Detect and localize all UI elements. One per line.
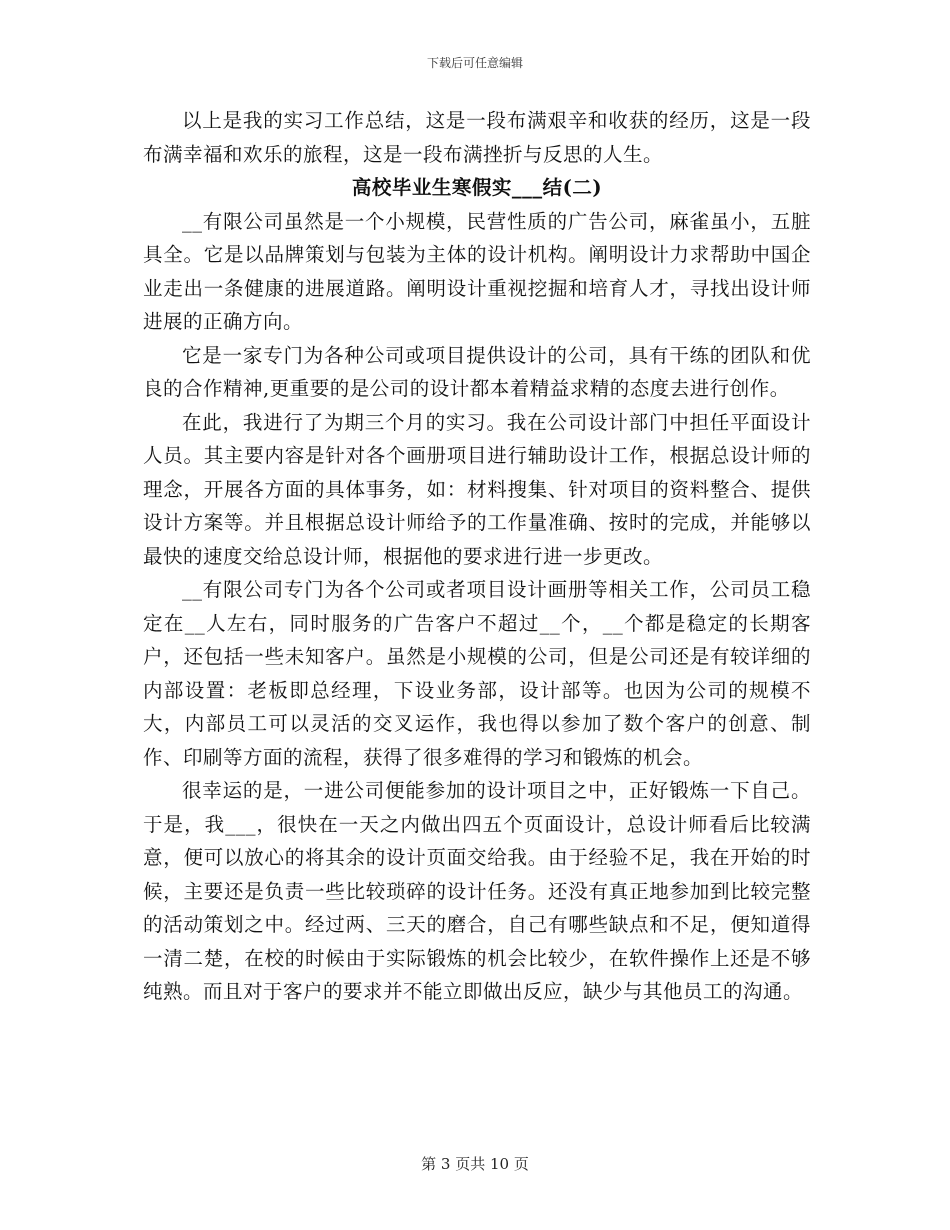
body-paragraph-2: 它是一家专门为各种公司或项目提供设计的公司，具有干练的团队和优良的合作精神,更重要的是公司的设计都本着精益求精的态度去进行创作。	[143, 343, 811, 400]
header-note: 下载后可任意编辑	[426, 56, 523, 70]
page-number: 第 3 页共 10 页	[421, 1155, 529, 1173]
body-paragraph-5: 很幸运的是，一进公司便能参加的设计项目之中，正好锻炼一下自己。于是，我___，很快在一天之内做出四五个页面设计，总设计师看后比较满意，便可以放心的将其余的设计页面交给我。由于经验不足，我在开始的时候，主要还是负责一些比较琐碎的设计任务。还没有真正地参加到比较完整的活动策划之中。经过两、三天的磨合，自己有哪些缺点和不足，便知道得一清二楚，在校的时候由于实际锻炼的机会比较少，在软件操作上还是不够纯熟。而且对于客户的要求并不能立即做出反应，缺少与其他员工的沟通。	[143, 779, 811, 1003]
section-title: 高校毕业生寒假实___结(二)	[351, 176, 603, 199]
intro-paragraph: 以上是我的实习工作总结，这是一段布满艰辛和收获的经历，这是一段布满幸福和欢乐的旅程，这是一段布满挫折与反思的人生。	[143, 109, 811, 166]
body-paragraph-4: __有限公司专门为各个公司或者项目设计画册等相关工作，公司员工稳定在__人左右，同时服务的广告客户不超过__个，__个都是稳定的长期客户，还包括一些未知客户。虽然是小规模的公司，但是公司还是有较详细的内部设置：老板即总经理，下设业务部，设计部等。也因为公司的规模不大，内部员工可以灵活的交叉运作，我也得以参加了数个客户的创意、制作、印刷等方面的流程，获得了很多难得的学习和锻炼的机会。	[143, 578, 811, 769]
body-paragraph-3: 在此，我进行了为期三个月的实习。我在公司设计部门中担任平面设计人员。其主要内容是针对各个画册项目进行辅助设计工作，根据总设计师的理念，开展各方面的具体事务，如：材料搜集、针对项目的资料整合、提供设计方案等。并且根据总设计师给予的工作量准确、按时的完成，并能够以最快的速度交给总设计师，根据他的要求进行进一步更改。	[143, 410, 811, 568]
body-paragraph-1: __有限公司虽然是一个小规模，民营性质的广告公司，麻雀虽小，五脏具全。它是以品牌策划与包装为主体的设计机构。阐明设计力求帮助中国企业走出一条健康的进展道路。阐明设计重视挖掘和培育人才，寻找出设计师进展的正确方向。	[143, 209, 811, 333]
document-body	[143, 104, 811, 1009]
